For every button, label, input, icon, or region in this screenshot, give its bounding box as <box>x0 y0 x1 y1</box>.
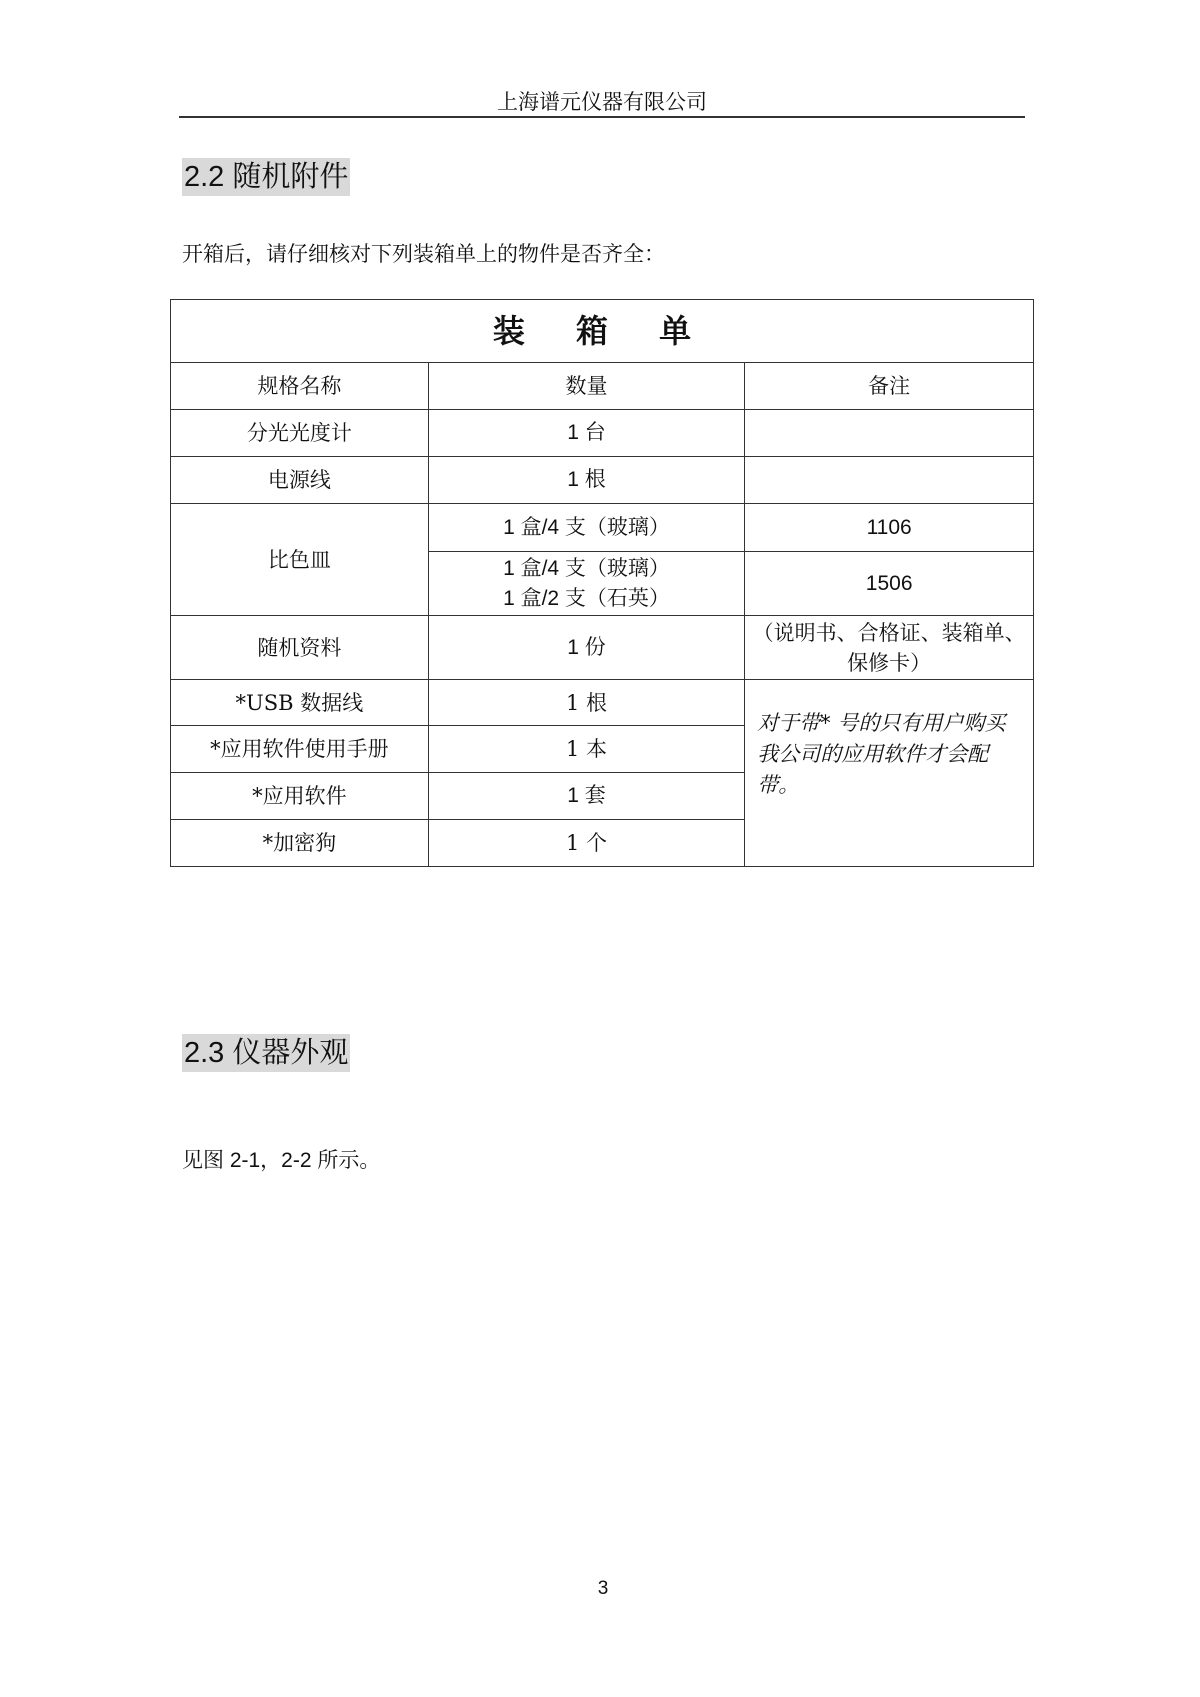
item-name: 随机资料 <box>171 616 429 680</box>
item-qty: 1 本 <box>428 726 745 773</box>
item-note <box>745 457 1034 504</box>
item-name: *应用软件 <box>171 773 429 820</box>
qty-line: 1 盒/2 支（石英） <box>503 586 670 610</box>
item-qty: 1 台 <box>428 410 745 457</box>
item-name: *USB 数据线 <box>171 680 429 726</box>
item-qty: 1 套 <box>428 773 745 820</box>
header-divider <box>179 116 1025 118</box>
item-name: *加密狗 <box>171 820 429 867</box>
header-cell: 数量 <box>428 363 745 410</box>
table-title: 装 箱 单 <box>171 300 1034 363</box>
page-number: 3 <box>597 1578 609 1599</box>
item-note: 1106 <box>745 504 1034 552</box>
item-note: 1506 <box>745 552 1034 616</box>
header-cell: 备注 <box>745 363 1034 410</box>
intro-text: 开箱后，请仔细核对下列装箱单上的物件是否齐全： <box>182 242 665 266</box>
item-name: 比色皿 <box>171 504 429 616</box>
qty-line: 1 盒/4 支（玻璃） <box>503 556 670 580</box>
figure-reference-text: 见图 2-1，2-2 所示。 <box>182 1149 381 1172</box>
packing-list-table <box>170 299 1034 867</box>
item-name: 分光光度计 <box>171 410 429 457</box>
star-note: 对于带* 号的只有用户购买我公司的应用软件才会配带。 <box>745 680 1034 867</box>
page-header: 上海谱元仪器有限公司 <box>497 90 707 114</box>
item-qty: 1 个 <box>428 820 745 867</box>
item-note <box>745 410 1034 457</box>
item-qty <box>428 552 745 616</box>
item-qty: 1 根 <box>428 680 745 726</box>
item-qty: 1 盒/4 支（玻璃） <box>428 504 745 552</box>
item-qty: 1 份 <box>428 616 745 680</box>
item-qty: 1 根 <box>428 457 745 504</box>
section-heading-2-3: 2.3 仪器外观 <box>182 1034 350 1072</box>
section-heading-2-2: 2.2 随机附件 <box>182 158 350 196</box>
item-name: *应用软件使用手册 <box>171 726 429 773</box>
item-note: （说明书、合格证、装箱单、保修卡） <box>745 616 1034 680</box>
header-cell: 规格名称 <box>171 363 429 410</box>
item-name: 电源线 <box>171 457 429 504</box>
